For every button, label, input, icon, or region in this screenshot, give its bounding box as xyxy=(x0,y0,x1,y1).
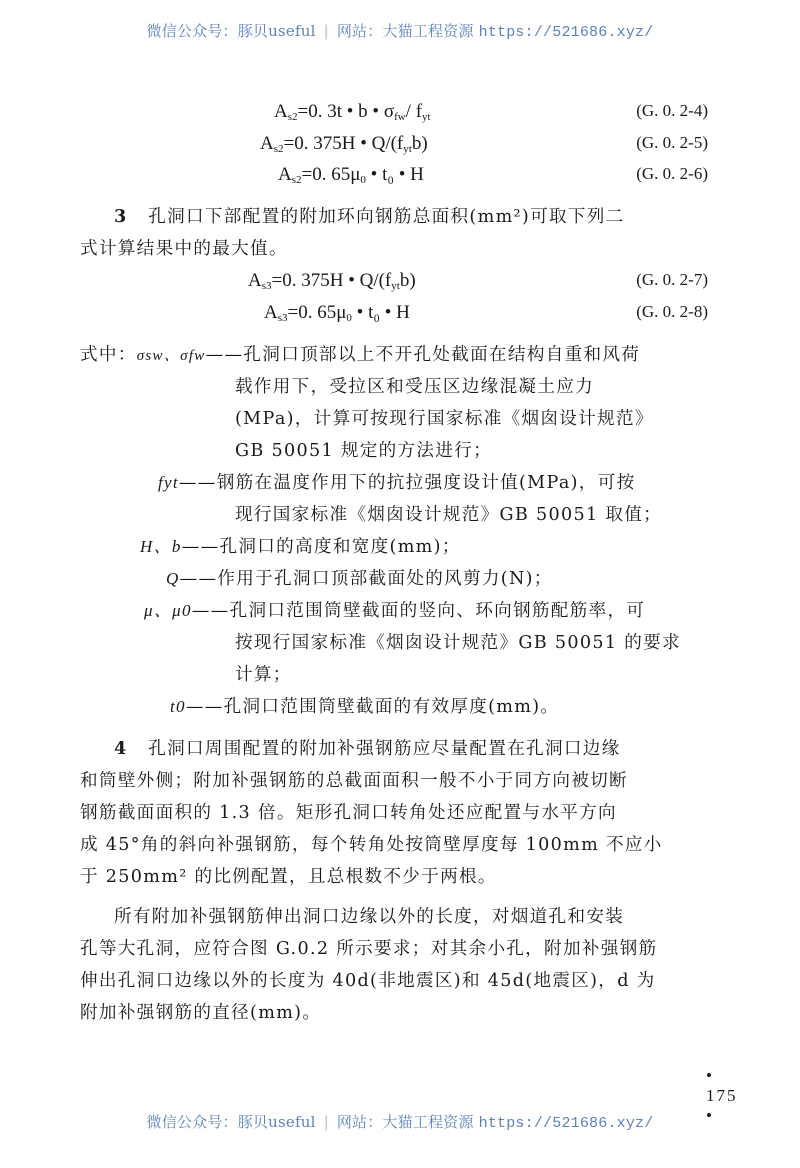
clause-number: 4 xyxy=(114,738,128,759)
watermark-url: https://521686.xyz/ xyxy=(478,24,654,41)
clause-4-line: 和筒壁外侧；附加补强钢筋的总截面面积一般不小于同方向被切断 xyxy=(80,771,628,791)
definition-h-b: H、b——孔洞口的高度和宽度(mm)； xyxy=(140,537,461,557)
equation-g-0-2-4 xyxy=(100,101,714,129)
equation-g-0-2-5 xyxy=(100,133,714,161)
definition-mu: μ、μ0——孔洞口范围筒壁截面的竖向、环向钢筋配筋率，可 xyxy=(144,601,646,621)
equation-formula: $A_{s2}=0$. 375H • $Q/(f_{yt}b)$ xyxy=(260,133,428,155)
paragraph-line: 所有附加补强钢筋伸出洞口边缘以外的长度，对烟道孔和安装 xyxy=(114,907,625,927)
equation-g-0-2-7 xyxy=(100,270,714,298)
watermark-url: https://521686.xyz/ xyxy=(478,1115,654,1132)
equation-number: (G. 0. 2-8) xyxy=(636,302,708,321)
definition-line: 计算； xyxy=(235,665,292,685)
definition-line: GB 50051 规定的方法进行； xyxy=(235,441,492,461)
definition-fyt: fyt——钢筋在温度作用下的抗拉强度设计值(MPa)，可按 xyxy=(158,473,636,493)
watermark-site-label: 网站：大猫工程资源 xyxy=(336,1113,474,1131)
watermark-header xyxy=(0,20,800,41)
paragraph-line: 附加补强钢筋的直径(mm)。 xyxy=(80,1003,322,1023)
watermark-footer xyxy=(0,1111,800,1132)
paragraph-line: 孔等大孔洞，应符合图 G.0.2 所示要求；对其余小孔，附加补强钢筋 xyxy=(80,939,658,959)
equation-g-0-2-6 xyxy=(100,164,714,192)
clause-3-line-2: 式计算结果中的最大值。 xyxy=(80,239,288,259)
definitions-intro: 式中：σsw、σfw——孔洞口顶部以上不开孔处截面在结构自重和风荷 xyxy=(80,345,641,365)
clause-4-line: 成 45°角的斜向补强钢筋，每个转角处按筒壁厚度每 100mm 不应小 xyxy=(80,835,663,855)
equation-formula: $A_{s3}=0$. 375H • $Q/(f_{yt}b)$ xyxy=(248,270,416,292)
equation-formula: $A_{s3}=0$. $65\mu_0$ • t₀ • H xyxy=(264,302,410,324)
watermark-site-label: 网站：大猫工程资源 xyxy=(336,22,474,40)
equation-formula: $A_{s2}=0$. 3t • b • $\sigma_{fw}/$ $f_{yt}$ xyxy=(274,101,431,123)
watermark-separator: | xyxy=(323,1113,329,1131)
clause-number: 3 xyxy=(114,206,128,227)
clause-4-line-1: 4 孔洞口周围配置的附加补强钢筋应尽量配置在孔洞口边缘 xyxy=(114,738,621,759)
equation-number: (G. 0. 2-4) xyxy=(636,101,708,120)
equation-number: (G. 0. 2-7) xyxy=(636,270,708,289)
clause-4-line: 于 250mm² 的比例配置，且总根数不少于两根。 xyxy=(80,867,497,887)
definition-line: 载作用下，受拉区和受压区边缘混凝土应力 xyxy=(235,377,594,397)
definition-t0: t0——孔洞口范围筒壁截面的有效厚度(mm)。 xyxy=(170,697,560,717)
paragraph-line: 伸出孔洞口边缘以外的长度为 40d(非地震区)和 45d(地震区)，d 为 xyxy=(80,971,656,991)
definition-line: (MPa)，计算可按现行国家标准《烟囱设计规范》 xyxy=(235,409,654,429)
equation-number: (G. 0. 2-5) xyxy=(636,133,708,152)
definition-line: 按现行国家标准《烟囱设计规范》GB 50051 的要求 xyxy=(235,633,681,653)
watermark-separator: | xyxy=(323,22,329,40)
equation-number: (G. 0. 2-6) xyxy=(636,164,708,183)
watermark-wechat: 微信公众号：豚贝useful xyxy=(146,1113,316,1131)
definition-q: Q——作用于孔洞口顶部截面处的风剪力(N)； xyxy=(166,569,553,589)
page-number: • 175 • xyxy=(706,1066,738,1125)
clause-4-line: 钢筋截面面积的 1.3 倍。矩形孔洞口转角处还应配置与水平方向 xyxy=(80,803,617,823)
definition-line: 现行国家标准《烟囱设计规范》GB 50051 取值； xyxy=(235,505,663,525)
clause-3-line-1: 3 孔洞口下部配置的附加环向钢筋总面积(mm²)可取下列二 xyxy=(114,206,625,227)
watermark-wechat: 微信公众号：豚贝useful xyxy=(146,22,316,40)
equation-g-0-2-8 xyxy=(100,302,714,330)
equation-formula: $A_{s2}=0$. $65\mu_0$ • t₀ • H xyxy=(278,164,424,186)
